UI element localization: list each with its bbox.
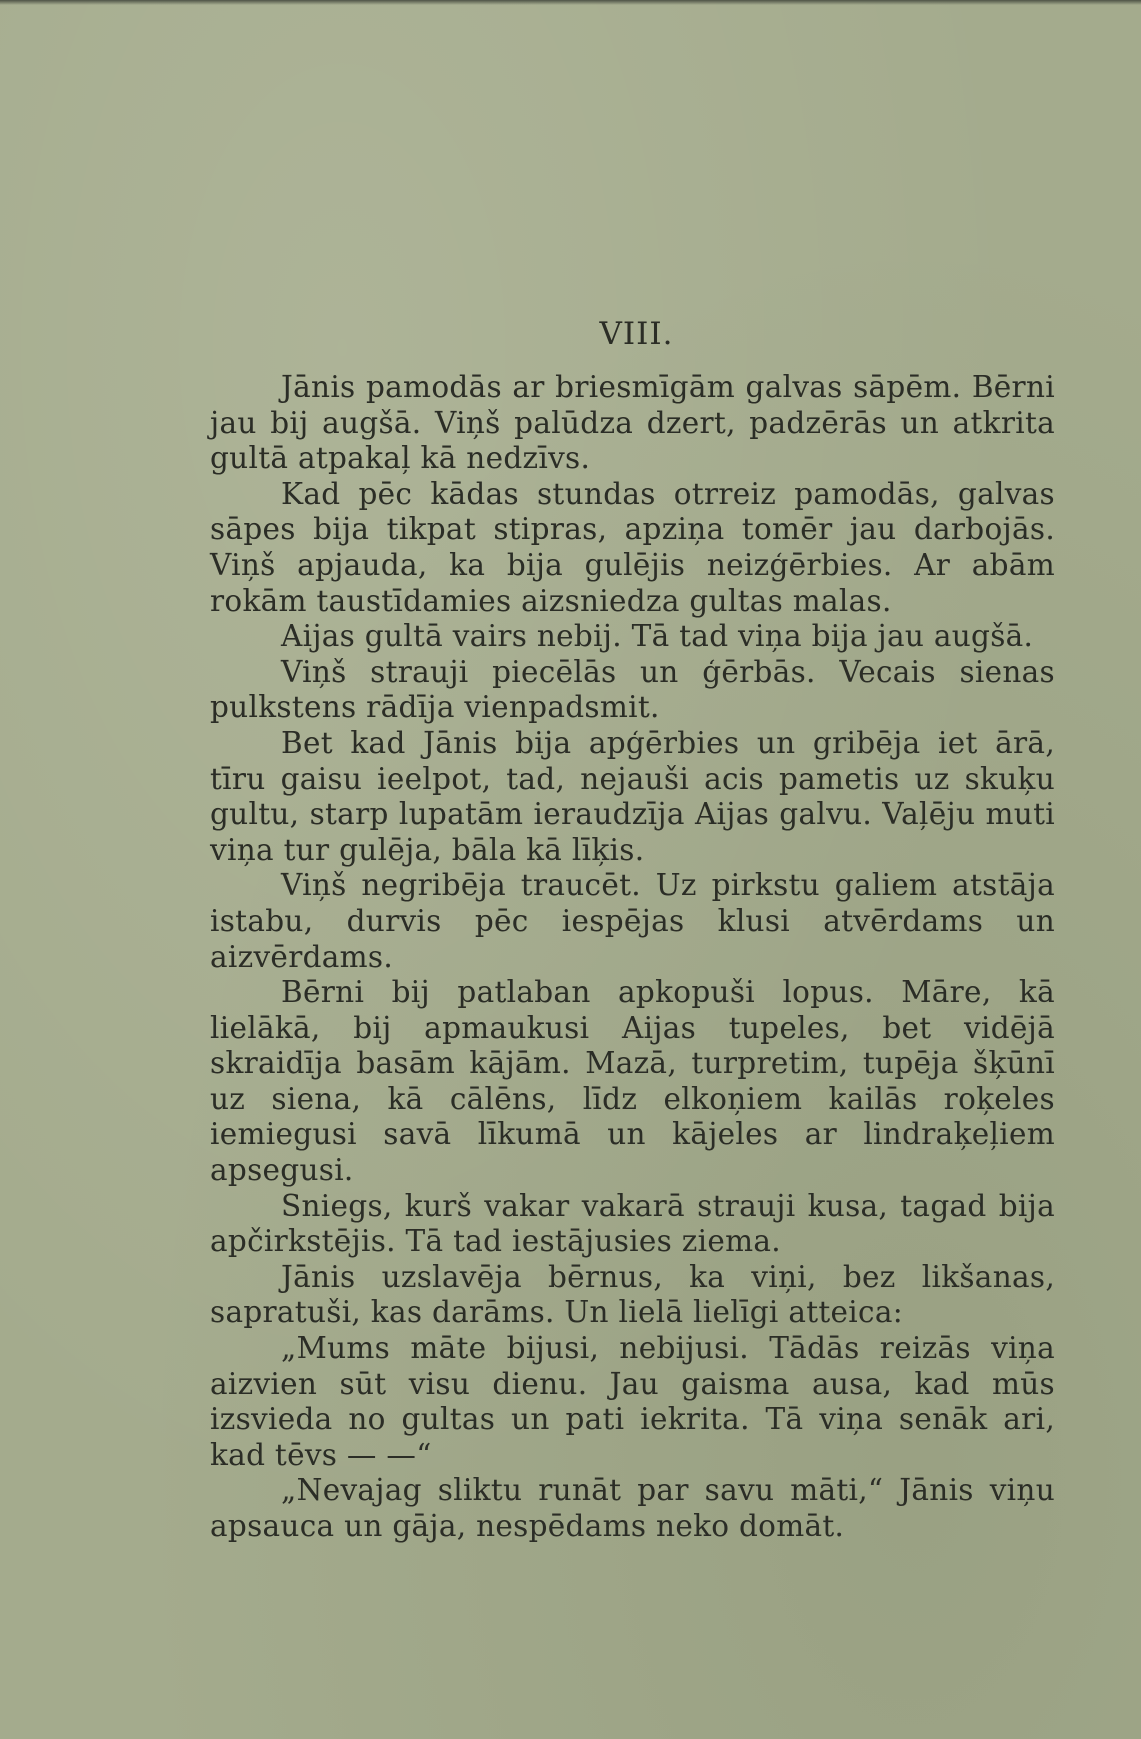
paragraph: Bet kad Jānis bija apģērbies un gribēja iet ārā, tīru gaisu ieelpot, tad, nejauši acis pametis uz skuķu gultu, starp lupatām ieraudzīja Aijas galvu. Vaļēju muti viņa tur gulēja, bāla kā līķis. — [210, 725, 1055, 867]
chapter-heading: VIII. — [599, 316, 674, 352]
paragraph: Jānis uzslavēja bērnus, ka viņi, bez likšanas, sapratuši, kas darāms. Un lielā lielīgi atteica: — [210, 1259, 1055, 1330]
paragraph: Kad pēc kādas stundas otrreiz pamodās, galvas sāpes bija tikpat stipras, apziņa tomēr jau darbojās. Viņš apjauda, ka bija gulējis neizģērbies. Ar abām rokām taustīdamies aizsniedza gultas malas. — [210, 476, 1055, 618]
page-text — [210, 316, 1055, 1545]
paragraph: „Mums māte bijusi, nebijusi. Tādās reizās viņa aizvien sūt visu dienu. Jau gaisma ausa, kad mūs izsvieda no gultas un pati iekrita. Tā viņa senāk ari, kad tēvs — —“ — [210, 1331, 1055, 1472]
paragraph: Viņš negribēja traucēt. Uz pirkstu galiem atstāja istabu, durvis pēc iespējas klusi atvērdams un aizvērdams. — [210, 868, 1055, 974]
page-top-edge — [0, 0, 1141, 5]
paragraph: Aijas gultā vairs nebij. Tā tad viņa bija jau augšā. — [281, 619, 1034, 654]
paragraph: Sniegs, kurš vakar vakarā strauji kusa, tagad bija apčirkstējis. Tā tad iestājusies ziema. — [210, 1188, 1055, 1259]
paragraph: Bērni bij patlaban apkopuši lopus. Māre, kā lielākā, bij apmaukusi Aijas tupeles, bet vidējā skraidīja basām kājām. Mazā, turpretim, tupēja šķūnī uz siena, kā cālēns, līdz elkoņiem kailās roķeles iemiegusi savā līkumā un kājeles ar lindraķeļiem apsegusi. — [210, 975, 1055, 1188]
paragraph: „Nevajag sliktu runāt par savu māti,“ Jānis viņu apsauca un gāja, nespēdams neko domāt. — [210, 1473, 1055, 1543]
paragraph: Viņš strauji piecēlās un ģērbās. Vecais sienas pulkstens rādīja vienpadsmit. — [210, 654, 1055, 725]
paragraph: Jānis pamodās ar briesmīgām galvas sāpēm. Bērni jau bij augšā. Viņš palūdza dzert, padzērās un atkrita gultā atpakaļ kā nedzīvs. — [210, 370, 1055, 476]
